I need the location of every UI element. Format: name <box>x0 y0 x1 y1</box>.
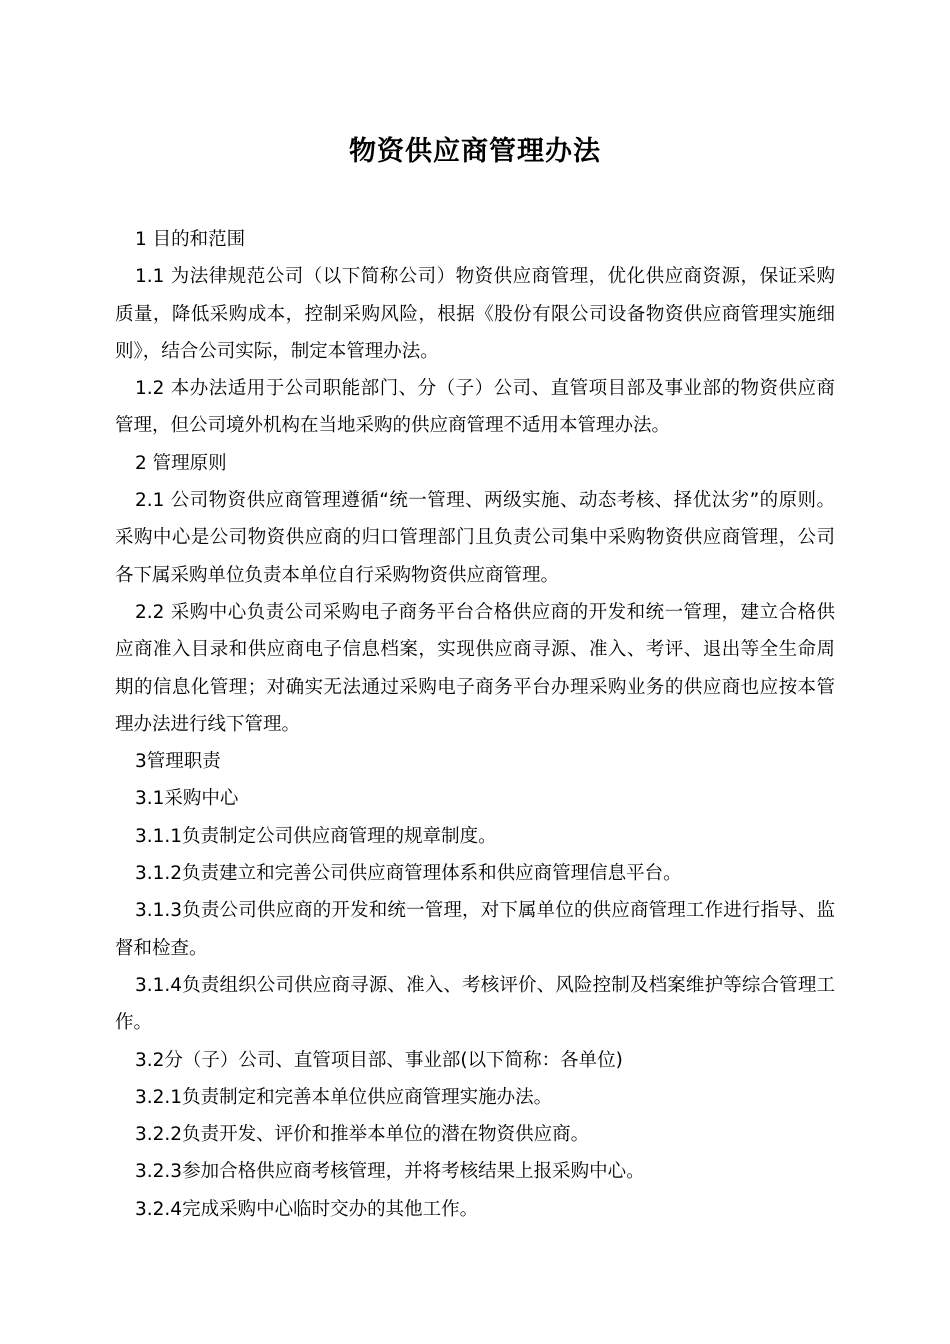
paragraph-3-2-3: 3.2.3参加合格供应商考核管理，并将考核结果上报采购中心。 <box>135 1161 645 1183</box>
section-heading-3: 3管理职责 <box>135 751 221 773</box>
subsection-heading-3-1: 3.1采购中心 <box>135 788 239 810</box>
document-title: 物资供应商管理办法 <box>349 136 601 167</box>
paragraph-3-1-2: 3.1.2负责建立和完善公司供应商管理体系和供应商管理信息平台。 <box>135 863 682 885</box>
paragraph-3-2-4: 3.2.4完成采购中心临时交办的其他工作。 <box>135 1198 479 1220</box>
paragraph-3-1-4: 3.1.4负责组织公司供应商寻源、准入、考核评价、风险控制及档案维护等综合管理工作。 <box>115 974 835 1034</box>
paragraph-3-1-3: 3.1.3负责公司供应商的开发和统一管理，对下属单位的供应商管理工作进行指导、监督和检查。 <box>115 900 835 959</box>
section-heading-2: 2 管理原则 <box>135 452 227 474</box>
paragraph-2-1: 2.1 公司物资供应商管理遵循“统一管理、两级实施、动态考核、择优汰劣”的原则。采购中心是公司物资供应商的归口管理部门且负责公司集中采购物资供应商管理，公司各下属采购单位负责本单位自行采购物资供应商管理。 <box>115 490 835 586</box>
paragraph-3-2-1: 3.2.1负责制定和完善本单位供应商管理实施办法。 <box>135 1086 553 1108</box>
document-body <box>115 221 835 1228</box>
subsection-heading-3-2: 3.2分（子）公司、直管项目部、事业部(以下简称：各单位) <box>135 1049 623 1071</box>
paragraph-1-2: 1.2 本办法适用于公司职能部门、分（子）公司、直管项目部及事业部的物资供应商管理，但公司境外机构在当地采购的供应商管理不适用本管理办法。 <box>115 378 835 437</box>
section-heading-1: 1 目的和范围 <box>135 229 246 250</box>
paragraph-2-2: 2.2 采购中心负责公司采购电子商务平台合格供应商的开发和统一管理，建立合格供应商准入目录和供应商电子信息档案，实现供应商寻源、准入、考评、退出等全生命周期的信息化管理；对确实无法通过采购电子商务平台办理采购业务的供应商也应按本管理办法进行线下管理。 <box>115 601 835 735</box>
paragraph-3-2-2: 3.2.2负责开发、评价和推举本单位的潜在物资供应商。 <box>135 1124 590 1146</box>
paragraph-3-1-1: 3.1.1负责制定公司供应商管理的规章制度。 <box>135 825 497 847</box>
paragraph-1-1: 1.1 为法律规范公司（以下简称公司）物资供应商管理，优化供应商资源，保证采购质量，降低采购成本，控制采购风险，根据《股份有限公司设备物资供应商管理实施细则》，结合公司实际，制定本管理办法。 <box>115 266 835 362</box>
